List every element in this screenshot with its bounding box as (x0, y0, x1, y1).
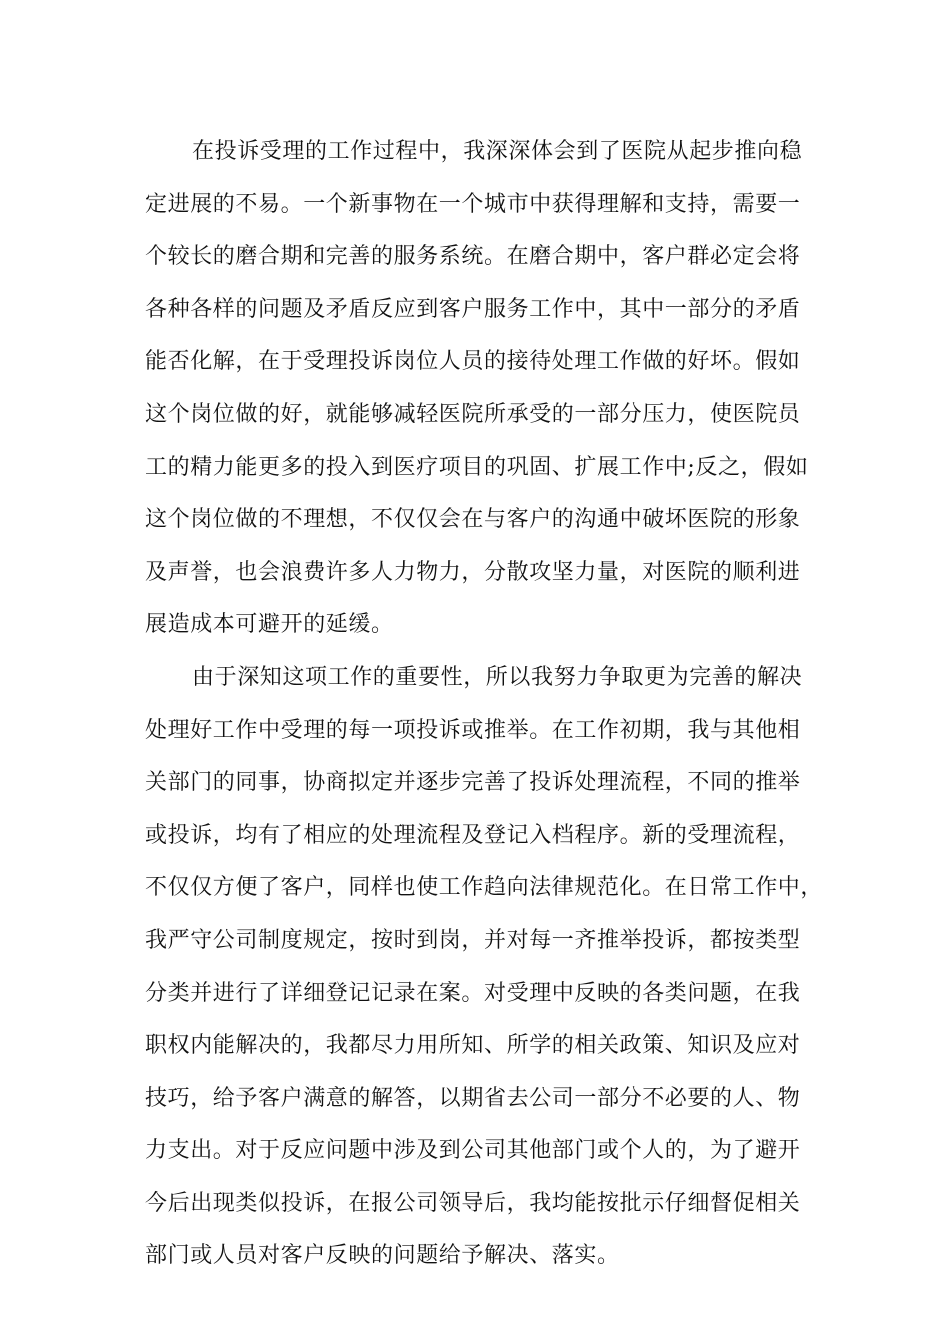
text-line: 今后出现类似投诉，在报公司领导后，我均能按批示仔细督促相关 (145, 1190, 801, 1216)
text-line: 我严守公司制度规定，按时到岗，并对每一齐推举投诉，都按类型 (145, 927, 801, 953)
text-line: 分类并进行了详细登记记录在案。对受理中反映的各类问题，在我 (145, 980, 801, 1006)
text-line: 关部门的同事，协商拟定并逐步完善了投诉处理流程，不同的推举 (145, 770, 801, 796)
text-line: 不仅仅方便了客户，同样也使工作趋向法律规范化。在日常工作中， (145, 875, 824, 901)
text-line: 能否化解，在于受理投诉岗位人员的接待处理工作做的好坏。假如 (145, 349, 801, 375)
text-line: 部门或人员对客户反映的问题给予解决、落实。 (145, 1243, 620, 1269)
text-line: 力支出。对于反应问题中涉及到公司其他部门或个人的，为了避开 (145, 1138, 801, 1164)
text-line: 工的精力能更多的投入到医疗项目的巩固、扩展工作中;反之，假如 (145, 454, 809, 480)
text-line: 这个岗位做的不理想，不仅仅会在与客户的沟通中破坏医院的形象 (145, 507, 801, 533)
text-line: 个较长的磨合期和完善的服务系统。在磨合期中，客户群必定会将 (145, 244, 801, 270)
text-line: 展造成本可避开的延缓。 (145, 612, 394, 638)
text-line: 在投诉受理的工作过程中，我深深体会到了医院从起步推向稳 (192, 139, 803, 164)
text-line: 或投诉，均有了相应的处理流程及登记入档程序。新的受理流程， (145, 822, 801, 848)
text-line: 由于深知这项工作的重要性，所以我努力争取更为完善的解决 (192, 664, 803, 690)
text-line: 处理好工作中受理的每一项投诉或推举。在工作初期，我与其他相 (145, 717, 801, 743)
text-line: 职权内能解决的，我都尽力用所知、所学的相关政策、知识及应对 (145, 1033, 801, 1059)
text-line: 定进展的不易。一个新事物在一个城市中获得理解和支持，需要一 (145, 191, 801, 217)
text-line: 这个岗位做的好，就能够减轻医院所承受的一部分压力，使医院员 (145, 401, 801, 427)
paragraph-1 (145, 126, 817, 652)
text-line: 各种各样的问题及矛盾反应到客户服务工作中，其中一部分的矛盾 (145, 296, 801, 322)
text-line: 技巧，给予客户满意的解答，以期省去公司一部分不必要的人、物 (145, 1085, 801, 1111)
text-line: 及声誉，也会浪费许多人力物力，分散攻坚力量，对医院的顺利进 (145, 559, 801, 585)
paragraph-2 (145, 652, 824, 1283)
document-body (145, 126, 824, 1283)
